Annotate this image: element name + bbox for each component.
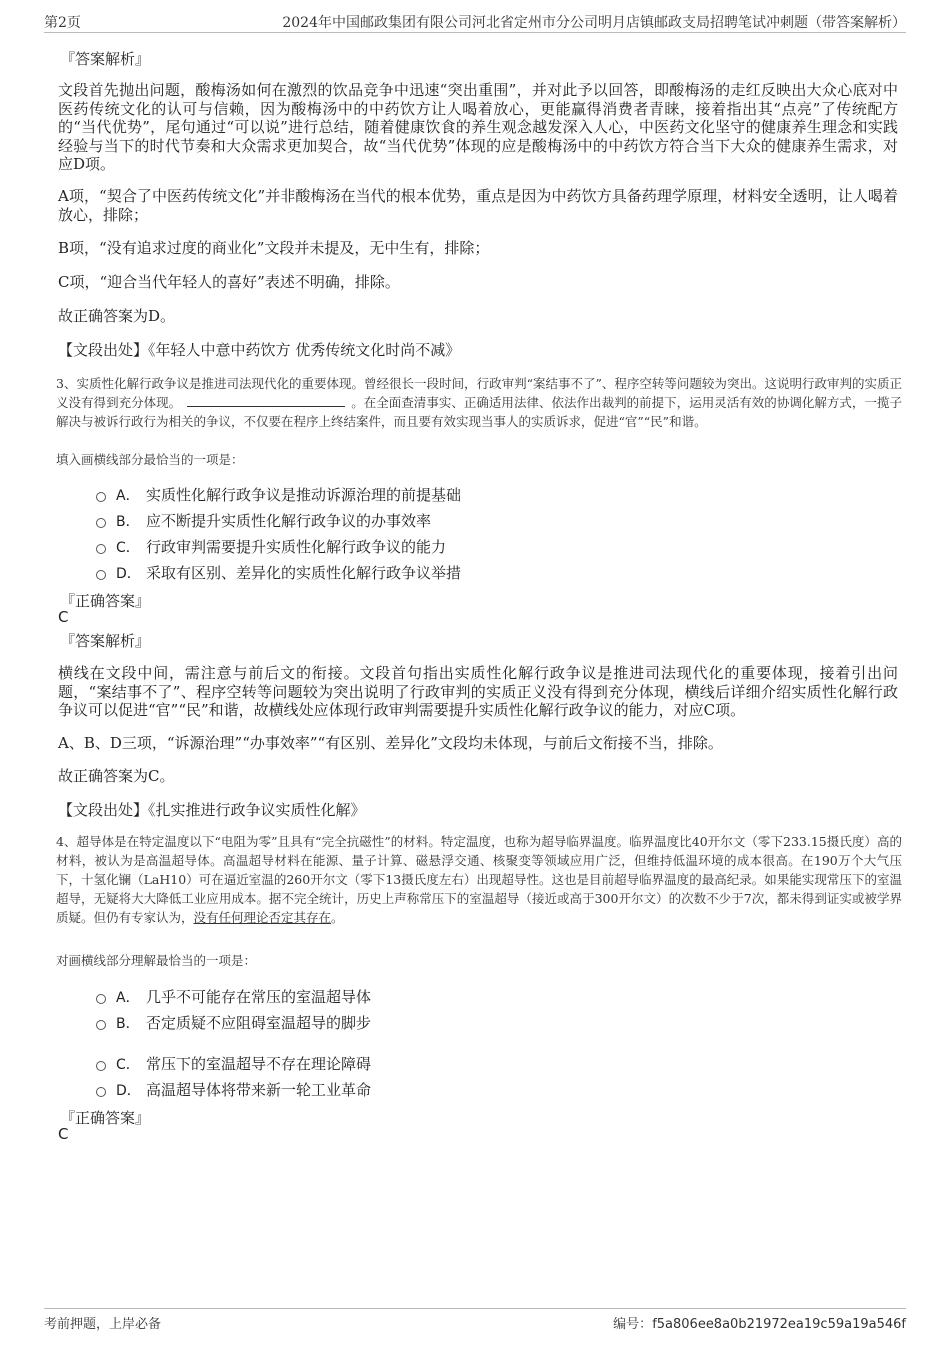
question-4-prompt: 对画横线部分理解最恰当的一项是： bbox=[56, 953, 257, 968]
header-divider bbox=[44, 32, 906, 33]
radio-button[interactable] bbox=[96, 1061, 106, 1071]
correct-answer-label: 『正确答案』 bbox=[60, 592, 151, 610]
source-citation: 【文段出处】《扎实推进行政争议实质性化解》 bbox=[58, 801, 366, 819]
correct-answer-label: 『正确答案』 bbox=[60, 1109, 151, 1127]
analysis-paragraph: 故正确答案为C。 bbox=[58, 767, 175, 785]
analysis-paragraph: 文段首先抛出问题，酸梅汤如何在激烈的饮品竞争中迅速“突出重围”，并对此予以回答，即酸梅汤的走红反映出大众心底对中医药传统文化的认可与信赖，因为酸梅汤中的中药饮方让人喝着放心，更能赢得消费者青睐，接着指出其“点亮”了传统配方的“当代优势”，尾句通过“可以说”进行总结，随着健康饮食的养生观念越发深入人心，中医药文化坚守的健康养生理念和实践经验与当下的时代节奏和大众需求更加契合，故“当代优势”体现的应是酸梅汤中的中药饮方符合当下大众的健康养生需求，对应D项。 bbox=[58, 81, 898, 173]
document-code: 编号：f5a806ee8a0b21972ea19c59a19a546f bbox=[613, 1317, 906, 1332]
question-3-text: 3、实质性化解行政争议是推进司法现代化的重要体现。曾经很长一段时间，行政审判“案结事不了”、程序空转等问题较为突出。这说明行政审判的实质正义没有得到充分体现。 。在全面查清事实、正确适用法律、依法作出裁判的前提下，运用灵活有效的协调化解方式，一揽子解决与被诉行政行为相关的争议，不仅要在程序上终结案件，而且要有效实现当事人的实质诉求，促进“官”“民”和谐。 bbox=[56, 376, 902, 429]
page-number: 第2页 bbox=[44, 15, 81, 31]
analysis-paragraph: 故正确答案为D。 bbox=[58, 307, 176, 325]
option-c[interactable]: C． 常压下的室温超导不存在理论障碍 bbox=[96, 1053, 371, 1074]
option-d[interactable]: D． 采取有区别、差异化的实质性化解行政争议举措 bbox=[96, 562, 461, 583]
footer-divider bbox=[44, 1308, 906, 1309]
radio-button[interactable] bbox=[96, 570, 106, 580]
radio-button[interactable] bbox=[96, 1020, 106, 1030]
radio-button[interactable] bbox=[96, 994, 106, 1004]
analysis-paragraph: A项，“契合了中医药传统文化”并非酸梅汤在当代的根本优势，重点是因为中药饮方具备药理学原理，材料安全透明，让人喝着放心，排除； bbox=[58, 187, 898, 224]
radio-button[interactable] bbox=[96, 1087, 106, 1097]
option-a[interactable]: A． 几乎不可能存在常压的室温超导体 bbox=[96, 986, 371, 1007]
analysis-paragraph: 横线在文段中间，需注意与前后文的衔接。文段首句指出实质性化解行政争议是推进司法现代化的重要体现，接着引出问题，“案结事不了”、程序空转等问题较为突出说明了行政审判的实质正义没有得到充分体现，横线后详细介绍实质性化解行政争议可以促进“官”“民”和谐，故横线处应体现行政审判需要提升实质性化解行政争议的能力，对应C项。 bbox=[58, 664, 898, 719]
option-b[interactable]: B． 应不断提升实质性化解行政争议的办事效率 bbox=[96, 510, 431, 531]
option-d[interactable]: D． 高温超导体将带来新一轮工业革命 bbox=[96, 1079, 371, 1100]
radio-button[interactable] bbox=[96, 492, 106, 502]
answer-analysis-label: 『答案解析』 bbox=[60, 632, 151, 650]
option-a[interactable]: A． 实质性化解行政争议是推动诉源治理的前提基础 bbox=[96, 484, 461, 505]
radio-button[interactable] bbox=[96, 518, 106, 528]
radio-button[interactable] bbox=[96, 544, 106, 554]
correct-answer: C bbox=[58, 608, 69, 626]
option-b[interactable]: B． 否定质疑不应阻碍室温超导的脚步 bbox=[96, 1012, 371, 1033]
document-title: 2024年中国邮政集团有限公司河北省定州市分公司明月店镇邮政支局招聘笔试冲刺题（带答案解析） bbox=[282, 15, 906, 31]
option-c[interactable]: C． 行政审判需要提升实质性化解行政争议的能力 bbox=[96, 536, 446, 557]
question-4-text: 4、超导体是在特定温度以下“电阻为零”且具有“完全抗磁性”的材料。特定温度，也称为超导临界温度。临界温度比40开尔文（零下233.15摄氏度）高的材料，被认为是高温超导体。高温超导材料在能源、量子计算、磁悬浮交通、核聚变等领域应用广泛，但维持低温环境的成本很高。在190万个大气压下，十氢化镧（LaH10）可在逼近室温的260开尔文（零下13摄氏度左右）出现超导性。这也是目前超导临界温度的最高纪录。如果能实现常压下的室温超导，无疑将大大降低工业应用成本。据不完全统计，历史上声称常压下的室温超导（接近或高于300开尔文）的次数不少于7次，都未得到证实或被学界质疑。但仍有专家认为，没有任何理论否定其存在。 bbox=[56, 834, 902, 925]
question-3-prompt: 填入画横线部分最恰当的一项是： bbox=[56, 452, 244, 467]
answer-analysis-label: 『答案解析』 bbox=[60, 50, 151, 68]
fill-blank bbox=[187, 393, 345, 407]
source-citation: 【文段出处】《年轻人中意中药饮方 优秀传统文化时尚不减》 bbox=[58, 341, 461, 359]
footer-slogan: 考前押题，上岸必备 bbox=[44, 1317, 162, 1332]
analysis-paragraph: A、B、D三项，“诉源治理”“办事效率”“有区别、差异化”文段均未体现，与前后文衔接不当，排除。 bbox=[58, 734, 723, 752]
analysis-paragraph: C项，“迎合当代年轻人的喜好”表述不明确，排除。 bbox=[58, 273, 400, 291]
correct-answer: C bbox=[58, 1125, 69, 1143]
underlined-phrase: 没有任何理论否定其存在 bbox=[193, 910, 332, 925]
analysis-paragraph: B项，“没有追求过度的商业化”文段并未提及，无中生有，排除； bbox=[58, 239, 490, 257]
